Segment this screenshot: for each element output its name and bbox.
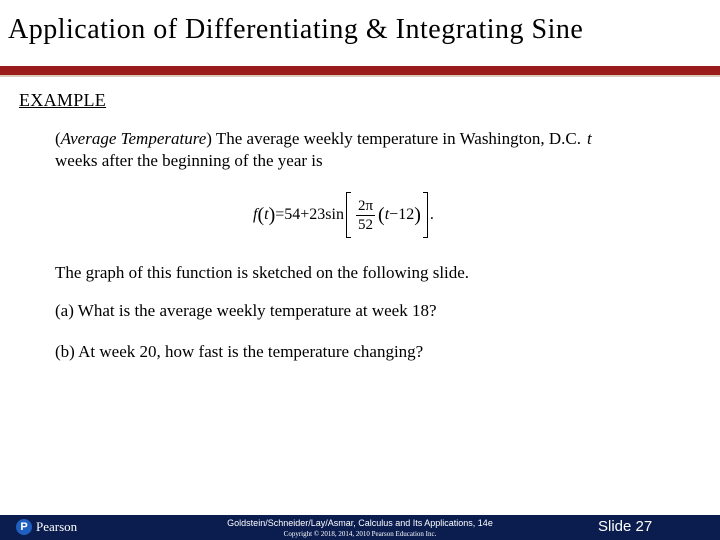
footer-credit: Goldstein/Schneider/Lay/Asmar, Calculus and Its Applications, 14e: [227, 518, 493, 528]
pearson-logo: [16, 519, 77, 535]
title-divider-line: [0, 75, 720, 77]
formula-function-name: f: [253, 206, 258, 223]
formula-period: .: [429, 206, 434, 223]
formula-bracket-group: [346, 192, 428, 238]
formula-equals-part: =54+23sin: [275, 206, 344, 223]
pearson-logo-text: Pearson: [36, 519, 78, 534]
slide-number: Slide 27: [598, 518, 653, 535]
problem-text: The average weekly temperature in Washington, D.C.: [211, 129, 581, 148]
formula-arg-open: (: [257, 203, 265, 226]
footer-bar: [0, 515, 720, 540]
open-paren: (: [55, 129, 61, 148]
footer-copyright: Copyright © 2018, 2014, 2010 Pearson Education Inc.: [283, 530, 437, 538]
question-a: (a) What is the average weekly temperature at week 18?: [55, 301, 437, 320]
pearson-logo-icon: P: [16, 519, 32, 535]
inner-paren-close: ): [414, 203, 421, 226]
left-bracket: [346, 192, 351, 238]
inner-rest: −12: [389, 206, 415, 223]
title-divider-bar: [0, 66, 720, 75]
slide-title: Application of Differentiating & Integrating Sine: [8, 14, 584, 45]
fraction-denominator: 52: [358, 216, 373, 233]
formula-fraction: [356, 197, 375, 234]
inner-variable: t: [384, 206, 390, 223]
question-b: (b) At week 20, how fast is the temperature changing?: [55, 342, 424, 361]
problem-statement: [55, 128, 705, 172]
temperature-formula: [253, 190, 434, 240]
inner-paren-open: (: [378, 203, 385, 226]
fraction-numerator: 2π: [357, 197, 374, 214]
problem-text-line2: weeks after the beginning of the year is: [55, 151, 323, 170]
graph-note: The graph of this function is sketched on the following slide.: [55, 263, 470, 282]
formula-arg: t: [264, 206, 269, 223]
formula-arg-close: ): [268, 203, 276, 226]
example-label: EXAMPLE: [19, 90, 107, 110]
problem-topic: Average Temperature: [60, 129, 207, 148]
variable-t: t: [587, 129, 592, 148]
right-bracket: [423, 192, 428, 238]
close-paren: ): [206, 129, 212, 148]
